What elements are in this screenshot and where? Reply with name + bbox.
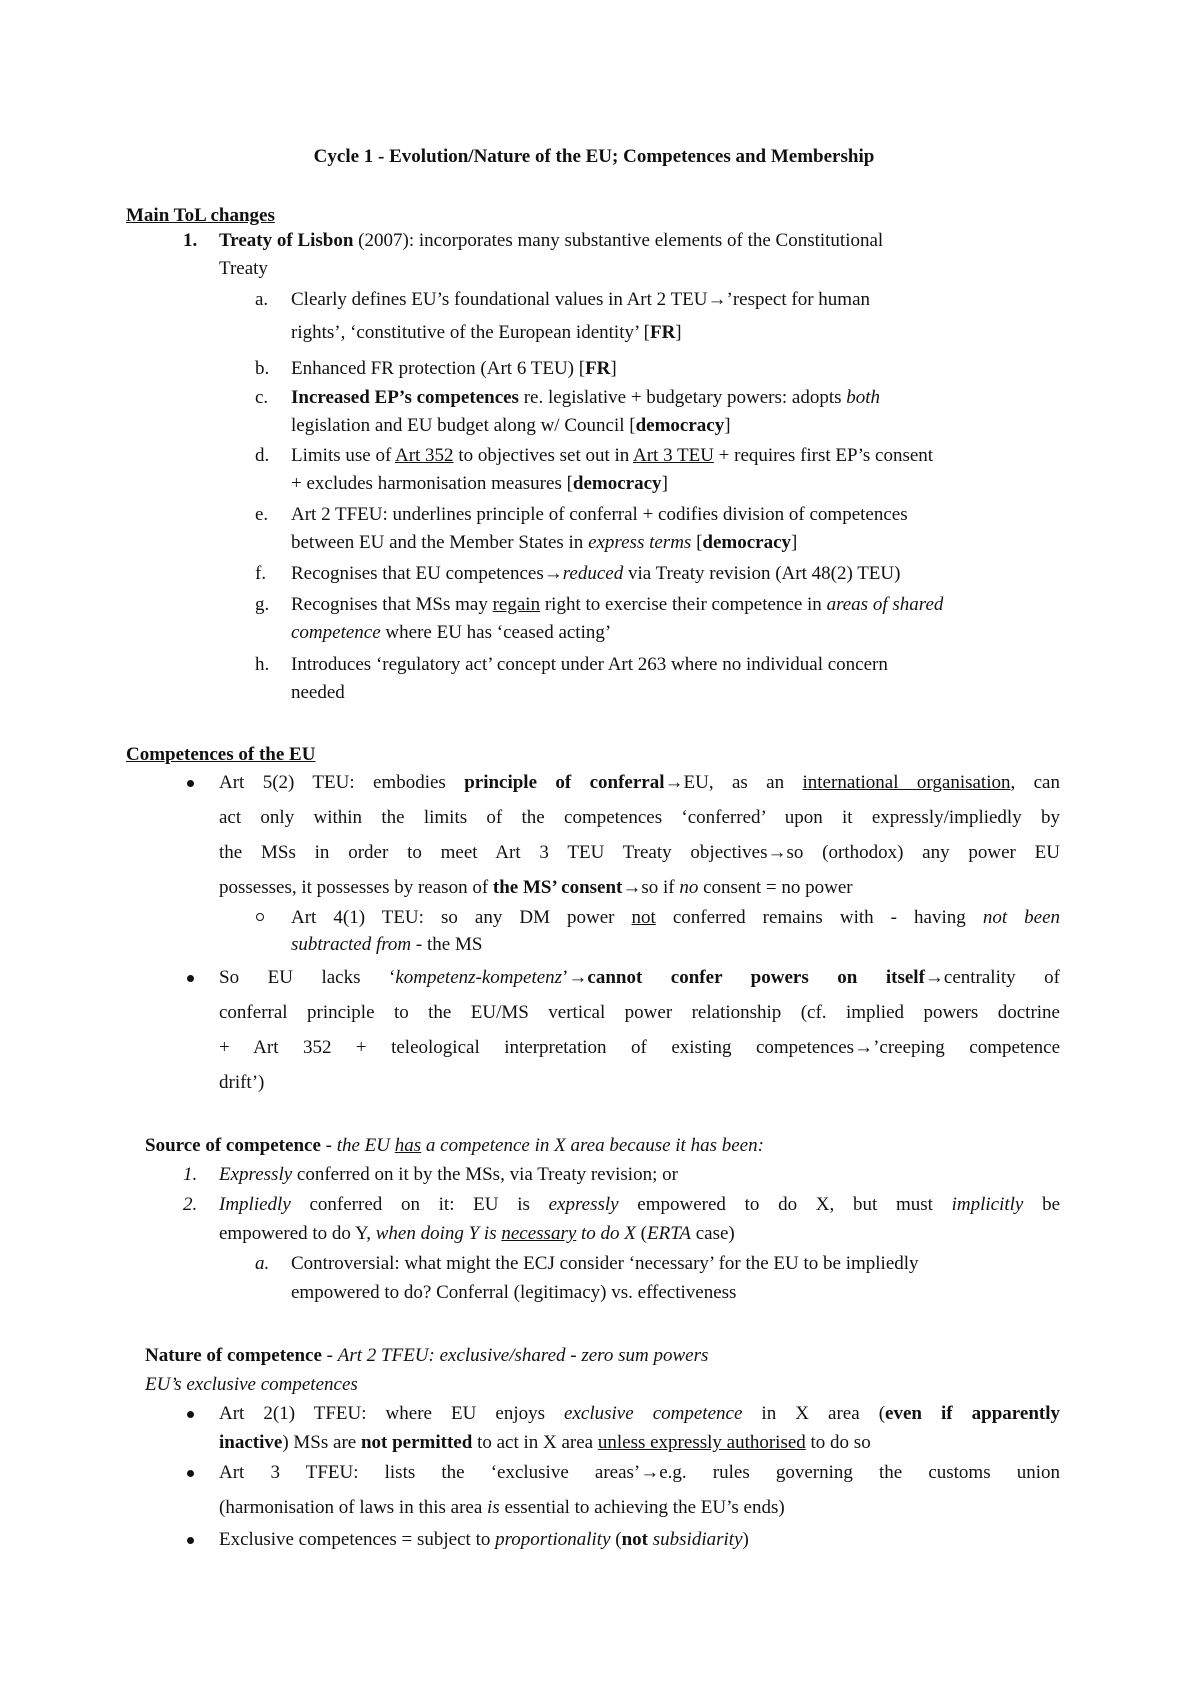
bullet-dot [187, 975, 194, 982]
list-item: Recognises that MSs may regain right to exercise their competence in areas of shared [291, 594, 944, 615]
list-item: Expressly conferred on it by the MSs, via Treaty revision; or [219, 1164, 678, 1185]
bullet-dot [187, 780, 194, 787]
bullet-text: Exclusive competences = subject to proportionality (not subsidiarity) [219, 1529, 749, 1550]
list-item: Clearly defines EU’s foundational values in Art 2 TEU→’respect for human [291, 289, 870, 310]
list-item-continuation: empowered to do? Conferral (legitimacy) vs. effectiveness [291, 1282, 737, 1303]
list-item-continuation: between EU and the Member States in express terms [democracy] [291, 532, 798, 553]
list-number: 1. [183, 230, 198, 251]
nature-subheading: EU’s exclusive competences [145, 1374, 358, 1395]
bullet-text-continuation: inactive) MSs are not permitted to act in X area unless expressly authorised to do so [219, 1432, 871, 1453]
bullet-dot [187, 1470, 194, 1477]
bullet-text-continuation: drift’) [219, 1072, 265, 1093]
list-letter: h. [255, 654, 270, 675]
list-item-continuation: Treaty [219, 258, 268, 279]
list-letter: f. [255, 563, 267, 584]
sub-bullet-circle [256, 913, 264, 921]
list-item: Increased EP’s competences re. legislative + budgetary powers: adopts both [291, 387, 881, 408]
bullet-text-continuation: + Art 352 + teleological interpretation of existing competences→’creeping competence [219, 1037, 1060, 1058]
bullet-dot [187, 1537, 194, 1544]
list-letter: a. [255, 289, 269, 310]
section-heading-tol: Main ToL changes [126, 205, 275, 226]
list-item: Recognises that EU competences→reduced via Treaty revision (Art 48(2) TEU) [291, 563, 901, 584]
list-item-continuation: legislation and EU budget along w/ Council [democracy] [291, 415, 731, 436]
bullet-text-continuation: (harmonisation of laws in this area is essential to achieving the EU’s ends) [219, 1497, 785, 1518]
document-title: Cycle 1 - Evolution/Nature of the EU; Competences and Membership [313, 146, 875, 167]
bullet-text-continuation: act only within the limits of the competences ‘conferred’ upon it expressly/impliedly by [219, 807, 1060, 828]
list-letter: a. [255, 1253, 270, 1274]
list-item-continuation: + excludes harmonisation measures [democracy] [291, 473, 668, 494]
bullet-text: So EU lacks ‘kompetenz-kompetenz’→cannot confer powers on itself→centrality of [219, 967, 1060, 988]
sub-bullet-text-continuation: subtracted from - the MS [291, 934, 483, 955]
nature-heading: Nature of competence - Art 2 TFEU: exclusive/shared - zero sum powers [145, 1345, 709, 1366]
bullet-text: Art 2(1) TFEU: where EU enjoys exclusive competence in X area (even if apparently [219, 1403, 1060, 1424]
list-item-continuation: competence where EU has ‘ceased acting’ [291, 622, 612, 643]
bullet-text-continuation: the MSs in order to meet Art 3 TEU Treaty objectives→so (orthodox) any power EU [219, 842, 1060, 863]
bullet-text-continuation: conferral principle to the EU/MS vertical power relationship (cf. implied powers doctrine [219, 1002, 1060, 1023]
list-item: Controversial: what might the ECJ consider ‘necessary’ for the EU to be impliedly [291, 1253, 919, 1274]
list-letter: c. [255, 387, 269, 408]
list-item: Impliedly conferred on it: EU is expressly empowered to do X, but must implicitly be [219, 1194, 1061, 1215]
list-item: Art 2 TFEU: underlines principle of conferral + codifies division of competences [291, 504, 908, 525]
list-item-continuation: needed [291, 682, 345, 703]
list-letter: b. [255, 358, 270, 379]
bullet-dot [187, 1411, 194, 1418]
list-letter: g. [255, 594, 270, 615]
list-item: Introduces ‘regulatory act’ concept under Art 263 where no individual concern [291, 654, 888, 675]
list-item: Limits use of Art 352 to objectives set out in Art 3 TEU + requires first EP’s consent [291, 445, 934, 466]
bullet-text-continuation: possesses, it possesses by reason of the MS’ consent→so if no consent = no power [219, 877, 853, 898]
list-letter: d. [255, 445, 270, 466]
list-item: Treaty of Lisbon (2007): incorporates many substantive elements of the Constitutional [219, 230, 884, 251]
list-number: 1. [183, 1164, 198, 1185]
sub-bullet-text: Art 4(1) TEU: so any DM power not conferred remains with - having not been [291, 907, 1060, 928]
source-heading: Source of competence - the EU has a competence in X area because it has been: [145, 1135, 764, 1156]
list-item-continuation: empowered to do Y, when doing Y is necessary to do X (ERTA case) [219, 1223, 735, 1244]
bullet-text: Art 3 TFEU: lists the ‘exclusive areas’→e.g. rules governing the customs union [219, 1462, 1060, 1483]
list-item: Enhanced FR protection (Art 6 TEU) [FR] [291, 358, 617, 379]
list-number: 2. [183, 1194, 198, 1215]
section-heading-competences: Competences of the EU [126, 744, 316, 765]
bullet-text: Art 5(2) TEU: embodies principle of conferral→EU, as an international organisation, can [219, 772, 1060, 793]
list-item-continuation: rights’, ‘constitutive of the European identity’ [FR] [291, 322, 682, 343]
list-letter: e. [255, 504, 269, 525]
